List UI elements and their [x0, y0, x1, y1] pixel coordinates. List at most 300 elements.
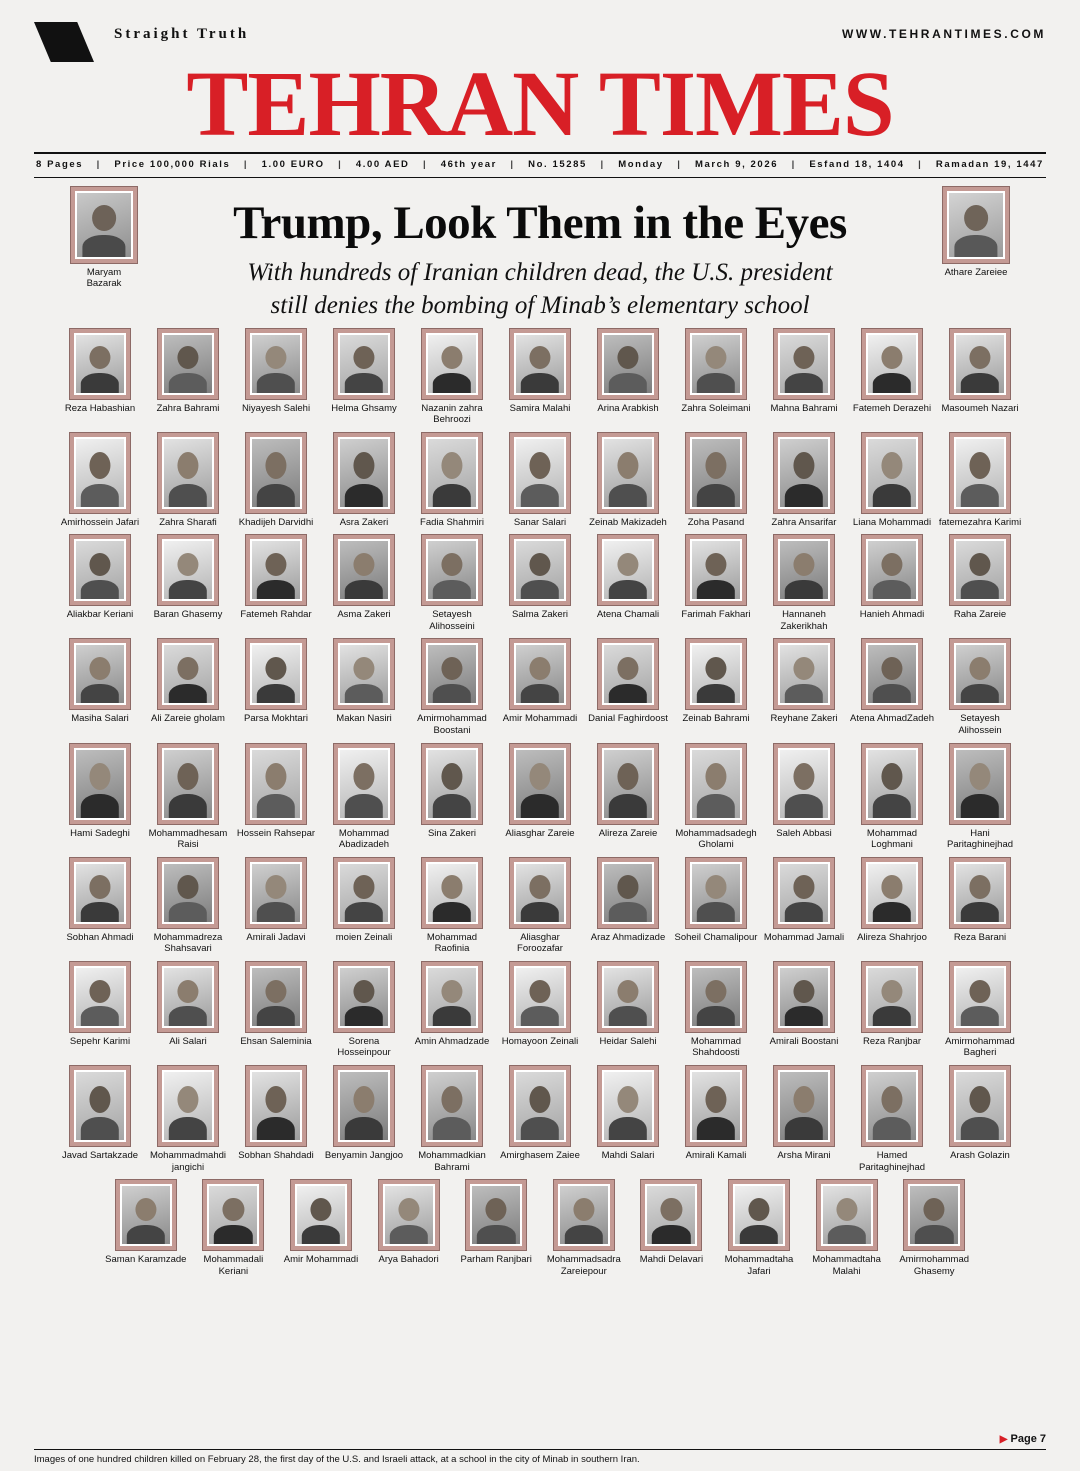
- victim-name: fatemezahra Karimi: [938, 516, 1022, 528]
- portrait-frame: [115, 1179, 177, 1251]
- portrait-photo: [340, 1072, 388, 1140]
- victim-cell: [146, 857, 230, 955]
- portrait-photo: [252, 439, 300, 507]
- victim-cell: [674, 432, 758, 529]
- masthead-info-item: 1.00 EURO: [261, 158, 325, 170]
- victim-cell: [234, 1065, 318, 1162]
- masthead-info-separator: |: [423, 158, 428, 170]
- portrait-frame: [245, 534, 307, 606]
- victim-name: Alireza Zareie: [598, 827, 658, 839]
- portrait-frame: [949, 857, 1011, 929]
- masthead-website[interactable]: WWW.TEHRANTIMES.COM: [841, 27, 1046, 41]
- portrait-photo: [297, 1186, 345, 1244]
- victim-name: Amirmohammad Ghasemy: [899, 1254, 970, 1277]
- portrait-frame: [597, 328, 659, 400]
- victim-cell: [234, 534, 318, 621]
- portrait-photo: [164, 864, 212, 922]
- portrait-frame: [773, 328, 835, 400]
- photo-grid-row: [58, 857, 1022, 955]
- victim-name: Amirali Jadavi: [246, 931, 306, 943]
- portrait-frame: [861, 743, 923, 825]
- portrait-photo: [735, 1186, 783, 1244]
- portrait-frame: [597, 638, 659, 710]
- victim-cell: [498, 961, 582, 1048]
- victim-name: Mohammad Abadizadeh: [338, 827, 390, 851]
- victim-cell: [410, 1065, 494, 1173]
- portrait-frame: [245, 857, 307, 929]
- victim-name: Amirmohammad Bagheri: [945, 1035, 1015, 1059]
- portrait-frame: [509, 743, 571, 825]
- portrait-photo: [956, 439, 1004, 507]
- portrait-photo: [164, 968, 212, 1026]
- victim-name: Mohammad Shahdoosti: [690, 1035, 742, 1059]
- footer-rule: [34, 1449, 1046, 1450]
- victim-name: Amirghasem Zaiee: [500, 1150, 580, 1162]
- portrait-photo: [76, 750, 124, 818]
- victim-name: Reza Habashian: [64, 402, 136, 414]
- victim-name: Mohammadsadegh Gholami: [675, 827, 757, 851]
- portrait-frame: [333, 961, 395, 1033]
- portrait-photo: [77, 193, 131, 257]
- portrait-frame: [949, 743, 1011, 825]
- victim-name: Mohammadtaha Jafari: [724, 1254, 794, 1277]
- victim-cell: [762, 432, 846, 529]
- portrait-caption: Athare Zareiee: [944, 266, 1008, 278]
- victim-cell: [192, 1179, 276, 1277]
- portrait-frame: [69, 638, 131, 710]
- triangle-icon: ▶: [999, 1434, 1008, 1445]
- portrait-photo: [647, 1186, 695, 1244]
- portrait-frame: [597, 743, 659, 825]
- portrait-photo: [76, 335, 124, 393]
- portrait-photo: [956, 750, 1004, 818]
- victim-name: Hani Paritaghinejhad: [946, 827, 1014, 851]
- victim-name: Asra Zakeri: [339, 516, 389, 528]
- portrait-frame: [245, 638, 307, 710]
- portrait-frame: [245, 1065, 307, 1147]
- portrait-frame: [157, 638, 219, 710]
- portrait-photo: [76, 864, 124, 922]
- portrait-photo: [692, 335, 740, 393]
- victim-name: Niyayesh Salehi: [241, 402, 311, 414]
- victim-name: Zahra Sharafi: [159, 516, 217, 528]
- portrait-frame: [245, 743, 307, 825]
- victim-name: Amirali Kamali: [685, 1150, 747, 1162]
- victim-cell: [586, 638, 670, 725]
- victim-name: Aliakbar Keriani: [66, 609, 134, 621]
- portrait-photo: [780, 645, 828, 703]
- victim-name: Parham Ranjbari: [460, 1254, 532, 1266]
- victim-name: Hossein Rahsepar: [236, 827, 316, 839]
- portrait-frame: [685, 432, 747, 514]
- victim-name: Zahra Ansarifar: [771, 516, 837, 528]
- portrait-frame: [421, 1065, 483, 1147]
- page-subtitle: [170, 256, 910, 322]
- victim-name: Soheil Chamalipour: [674, 931, 758, 943]
- portrait-photo: [604, 968, 652, 1026]
- portrait-photo: [340, 335, 388, 393]
- portrait-frame: [245, 961, 307, 1033]
- portrait-frame: [685, 857, 747, 929]
- victim-name: moien Zeinali: [335, 931, 393, 943]
- portrait-frame: [861, 857, 923, 929]
- portrait-photo: [340, 439, 388, 507]
- portrait-frame: [245, 328, 307, 400]
- page-title: Trump, Look Them in the Eyes: [233, 196, 847, 249]
- portrait-frame: [685, 743, 747, 825]
- victim-name: Mohammadsadra Zareiepour: [546, 1254, 621, 1277]
- victim-name: Zeinab Bahrami: [682, 713, 750, 725]
- portrait-frame: [465, 1179, 527, 1251]
- portrait-photo: [428, 645, 476, 703]
- victim-name: Sanar Salari: [513, 516, 567, 528]
- portrait-frame: [773, 1065, 835, 1147]
- portrait-photo: [516, 335, 564, 393]
- victim-cell: [104, 1179, 188, 1266]
- portrait-frame: [949, 328, 1011, 400]
- victim-name: Reza Barani: [953, 931, 1007, 943]
- victim-name: Asma Zakeri: [337, 609, 391, 621]
- portrait-frame: [157, 328, 219, 400]
- victim-name: Mohammad Loghmani: [866, 827, 918, 851]
- masthead-info-item: Price 100,000 Rials: [114, 158, 231, 170]
- masthead: [0, 0, 1080, 178]
- portrait-photo: [604, 864, 652, 922]
- victim-cell: [498, 638, 582, 725]
- portrait-frame: [861, 432, 923, 514]
- victim-cell: [498, 857, 582, 955]
- photo-grid-row: [58, 1065, 1022, 1173]
- masthead-info-separator: |: [791, 158, 796, 170]
- victim-cell: [674, 1065, 758, 1162]
- victim-cell: [850, 961, 934, 1048]
- portrait-photo: [868, 1072, 916, 1140]
- portrait-frame: [157, 1065, 219, 1147]
- victim-name: Alireza Shahrjoo: [857, 931, 927, 943]
- victim-cell: [762, 534, 846, 632]
- portrait-photo: [252, 864, 300, 922]
- portrait-photo: [164, 439, 212, 507]
- portrait-photo: [252, 645, 300, 703]
- portrait-photo: [76, 439, 124, 507]
- masthead-info-separator: |: [96, 158, 101, 170]
- portrait-photo: [428, 864, 476, 922]
- portrait-photo: [604, 645, 652, 703]
- victim-name: Zahra Bahrami: [156, 402, 220, 414]
- victim-cell: [938, 432, 1022, 529]
- victim-cell: [234, 638, 318, 725]
- masthead-info-item: Monday: [618, 158, 664, 170]
- masthead-info-item: 46th year: [440, 158, 497, 170]
- portrait-frame: [69, 1065, 131, 1147]
- victim-name: Heidar Salehi: [599, 1035, 657, 1047]
- portrait-photo: [692, 968, 740, 1026]
- portrait-photo: [868, 750, 916, 818]
- portrait-frame: [861, 534, 923, 606]
- portrait-frame: [773, 638, 835, 710]
- victim-name: Mohammad Jamali: [763, 931, 845, 943]
- victim-cell: [410, 534, 494, 632]
- victim-name: Baran Ghasemy: [153, 609, 223, 621]
- portrait-photo: [956, 335, 1004, 393]
- portrait-photo: [164, 645, 212, 703]
- victim-name: Makan Nasiri: [336, 713, 392, 725]
- portrait-photo: [780, 541, 828, 599]
- portrait-frame: [157, 743, 219, 825]
- victim-cell: [322, 743, 406, 851]
- victim-cell: [762, 857, 846, 944]
- subtitle-line-1: With hundreds of Iranian children dead, the U.S. president: [247, 258, 833, 286]
- victim-cell: [234, 743, 318, 840]
- victim-name: Sobhan Ahmadi: [66, 931, 134, 943]
- masthead-info-item: No. 15285: [528, 158, 587, 170]
- portrait-photo: [604, 541, 652, 599]
- portrait-frame: [157, 534, 219, 606]
- masthead-info-item: 4.00 AED: [355, 158, 410, 170]
- victim-name: Farimah Fakhari: [681, 609, 751, 621]
- masthead-info-separator: |: [600, 158, 605, 170]
- victim-cell: [674, 638, 758, 725]
- portrait-frame: [509, 328, 571, 400]
- victim-cell: [850, 857, 934, 944]
- portrait-frame: [685, 534, 747, 606]
- portrait-photo: [949, 193, 1003, 257]
- portrait-photo: [252, 968, 300, 1026]
- victim-name: Arash Golazin: [950, 1150, 1010, 1162]
- victim-name: Javad Sartakzade: [61, 1150, 139, 1162]
- victim-cell: [58, 534, 142, 621]
- victim-cell: [850, 638, 934, 725]
- victim-cell: [938, 743, 1022, 851]
- victim-cell: [279, 1179, 363, 1266]
- portrait-frame: [333, 534, 395, 606]
- victim-name: Hanieh Ahmadi: [859, 609, 925, 621]
- photo-grid-row: [58, 328, 1022, 426]
- portrait-frame: [69, 961, 131, 1033]
- victim-name: Amir Mohammadi: [283, 1254, 359, 1266]
- victim-cell: [322, 638, 406, 725]
- victim-cell: [410, 432, 494, 529]
- victim-name: Fadia Shahmiri: [420, 516, 484, 528]
- victim-name: Amir Mohammadi: [502, 713, 578, 725]
- victim-cell: [322, 857, 406, 944]
- victim-name: Zeinab Makizadeh: [589, 516, 667, 528]
- victim-cell: [938, 328, 1022, 415]
- victim-name: Aliasghar Zareie: [505, 827, 575, 839]
- portrait-frame: [773, 857, 835, 929]
- portrait-photo: [252, 1072, 300, 1140]
- victim-cell: [58, 638, 142, 725]
- portrait-frame: [333, 432, 395, 514]
- portrait-frame: [421, 743, 483, 825]
- portrait-photo: [340, 750, 388, 818]
- victim-name: Sepehr Karimi: [69, 1035, 131, 1047]
- portrait-photo: [956, 968, 1004, 1026]
- victim-name: Saman Karamzade: [105, 1254, 187, 1266]
- portrait-photo: [428, 439, 476, 507]
- victim-name: Mohammadtaha Malahi: [812, 1254, 881, 1277]
- victim-cell: [850, 534, 934, 621]
- victim-cell: [674, 534, 758, 621]
- portrait-frame: [333, 328, 395, 400]
- portrait-photo: [868, 968, 916, 1026]
- portrait-photo: [604, 335, 652, 393]
- victim-cell: [674, 743, 758, 851]
- victims-photo-grid: [0, 322, 1080, 1278]
- victim-name: Mohammad Raofinia: [426, 931, 478, 955]
- portrait-photo: [868, 864, 916, 922]
- portrait-photo: [516, 1072, 564, 1140]
- victim-name: Mohammadali Keriani: [203, 1254, 264, 1277]
- victim-name: Reyhane Zakeri: [770, 713, 838, 725]
- victim-name: Ali Zareie gholam: [151, 713, 225, 725]
- victim-name: Sina Zakeri: [427, 827, 477, 839]
- victim-name: Masoumeh Nazari: [941, 402, 1019, 414]
- portrait-photo: [428, 750, 476, 818]
- masthead-info-separator: |: [338, 158, 343, 170]
- subtitle-line-2: still denies the bombing of Minab’s elementary school: [270, 291, 810, 319]
- victim-name: Ali Salari: [169, 1035, 207, 1047]
- portrait-frame: [69, 534, 131, 606]
- victim-cell: [234, 961, 318, 1048]
- victim-name: Amirmohammad Boostani: [417, 713, 487, 737]
- victim-cell: [850, 1065, 934, 1173]
- victim-cell: [850, 432, 934, 529]
- victim-name: Nazanin zahra Behroozi: [421, 402, 483, 426]
- victim-cell: [322, 1065, 406, 1162]
- victim-cell: [586, 857, 670, 944]
- victim-cell: [146, 638, 230, 725]
- portrait-frame: [597, 961, 659, 1033]
- page-reference-label: Page 7: [1010, 1433, 1046, 1445]
- victim-cell: [58, 1065, 142, 1162]
- corner-portrait-left: [70, 186, 138, 290]
- victim-cell: [410, 638, 494, 736]
- portrait-photo: [164, 335, 212, 393]
- portrait-photo: [516, 645, 564, 703]
- victim-name: Arsha Mirani: [777, 1150, 831, 1162]
- victim-name: Amirhossein Jafari: [60, 516, 140, 528]
- portrait-photo: [692, 1072, 740, 1140]
- portrait-photo: [516, 439, 564, 507]
- portrait-frame: [421, 961, 483, 1033]
- portrait-photo: [76, 1072, 124, 1140]
- portrait-frame: [861, 1065, 923, 1147]
- victim-cell: [410, 328, 494, 426]
- portrait-photo: [340, 968, 388, 1026]
- portrait-photo: [560, 1186, 608, 1244]
- portrait-frame: [597, 534, 659, 606]
- victim-cell: [322, 534, 406, 621]
- victim-cell: [58, 743, 142, 840]
- portrait-photo: [956, 1072, 1004, 1140]
- portrait-photo: [956, 645, 1004, 703]
- victim-name: Amirali Boostani: [769, 1035, 839, 1047]
- victim-name: Hamed Paritaghinejhad: [858, 1150, 926, 1173]
- victim-cell: [410, 961, 494, 1048]
- portrait-frame: [290, 1179, 352, 1251]
- portrait-photo: [340, 645, 388, 703]
- portrait-photo: [122, 1186, 170, 1244]
- victim-cell: [938, 857, 1022, 944]
- victim-cell: [146, 1065, 230, 1173]
- masthead-info-item: 8 Pages: [36, 158, 84, 170]
- portrait-photo: [868, 439, 916, 507]
- victim-name: Liana Mohammadi: [852, 516, 932, 528]
- victim-name: Aliasghar Foroozafar: [517, 931, 563, 955]
- victim-cell: [58, 432, 142, 529]
- victim-name: Mahdi Salari: [601, 1150, 655, 1162]
- victim-name: Atena Chamali: [596, 609, 660, 621]
- portrait-photo: [910, 1186, 958, 1244]
- masthead-info-item: Ramadan 19, 1447: [935, 158, 1044, 170]
- victim-name: Setayesh Alihosseini: [429, 609, 475, 632]
- portrait-frame: [157, 961, 219, 1033]
- victim-name: Arya Bahadori: [378, 1254, 439, 1266]
- portrait-frame: [942, 186, 1010, 264]
- victim-cell: [146, 961, 230, 1048]
- portrait-photo: [692, 750, 740, 818]
- victim-cell: [850, 328, 934, 415]
- portrait-photo: [428, 335, 476, 393]
- victim-cell: [938, 961, 1022, 1059]
- portrait-frame: [597, 1065, 659, 1147]
- victim-cell: [498, 1065, 582, 1162]
- victim-name: Homayoon Zeinali: [501, 1035, 579, 1047]
- victim-name: Amin Ahmadzade: [414, 1035, 490, 1047]
- portrait-photo: [252, 335, 300, 393]
- victim-cell: [498, 328, 582, 415]
- portrait-photo: [516, 750, 564, 818]
- portrait-photo: [780, 335, 828, 393]
- victim-name: Benyamin Jangjoo: [324, 1150, 404, 1162]
- portrait-frame: [333, 743, 395, 825]
- portrait-frame: [421, 638, 483, 710]
- slash-logo-icon: [34, 22, 94, 62]
- victim-name: Ehsan Saleminia: [240, 1035, 312, 1047]
- victim-name: Setayesh Alihossein: [958, 713, 1002, 737]
- victim-cell: [586, 1065, 670, 1162]
- portrait-frame: [553, 1179, 615, 1251]
- portrait-frame: [69, 432, 131, 514]
- victim-name: Danial Faghirdoost: [588, 713, 668, 725]
- portrait-frame: [421, 432, 483, 514]
- photo-grid-row: [58, 534, 1022, 632]
- portrait-photo: [956, 864, 1004, 922]
- victim-name: Khadijeh Darvidhi: [238, 516, 314, 528]
- victim-name: Parsa Mokhtari: [244, 713, 308, 725]
- victim-name: Reza Ranjbar: [862, 1035, 922, 1047]
- portrait-photo: [164, 541, 212, 599]
- portrait-photo: [692, 864, 740, 922]
- portrait-frame: [597, 857, 659, 929]
- portrait-frame: [421, 328, 483, 400]
- masthead-info-bar: [34, 154, 1046, 175]
- victim-cell: [322, 328, 406, 415]
- victim-name: Samira Malahi: [509, 402, 571, 414]
- portrait-photo: [76, 968, 124, 1026]
- portrait-frame: [861, 638, 923, 710]
- photo-grid-row: [58, 638, 1022, 736]
- portrait-photo: [604, 439, 652, 507]
- masthead-info-item: March 9, 2026: [694, 158, 779, 170]
- footer-caption: Images of one hundred children killed on February 28, the first day of the U.S. and Israeli attack, at a school in the city of Minab in southern Iran.: [34, 1454, 640, 1465]
- portrait-frame: [69, 857, 131, 929]
- portrait-photo: [164, 1072, 212, 1140]
- victim-name: Zahra Soleimani: [681, 402, 751, 414]
- victim-cell: [322, 961, 406, 1059]
- page-reference[interactable]: [1000, 1433, 1046, 1445]
